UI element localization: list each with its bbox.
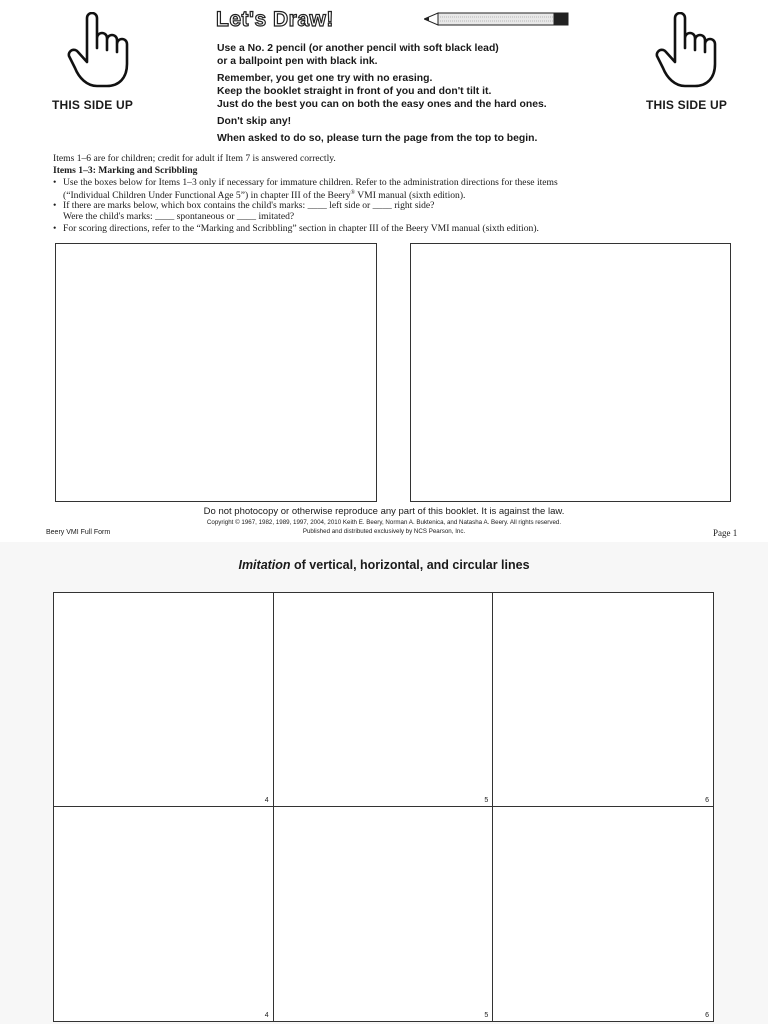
instruction-line: Remember, you get one try with no erasing. — [217, 73, 433, 84]
copyright-notice: Copyright © 1967, 1982, 1989, 1997, 2004, 2010 Keith E. Beery, Norman A. Buktenica, and Natasha A. Beery. All rights reserved. — [206, 519, 562, 526]
item-number: 4 — [264, 1012, 269, 1019]
section-heading — [0, 558, 768, 572]
heading-rest: of vertical, horizontal, and circular lines — [290, 558, 530, 572]
item-number: 6 — [705, 1012, 709, 1019]
pointing-hand-icon — [655, 12, 727, 94]
bullet-marks-type: Were the child's marks: ____ spontaneous or ____ imitated? — [63, 211, 295, 222]
pointing-hand-icon — [67, 12, 139, 94]
drawing-box-left[interactable] — [55, 243, 377, 502]
this-side-up-label-right: THIS SIDE UP — [646, 98, 728, 112]
instruction-line: Use a No. 2 pencil (or another pencil with soft black lead) — [217, 43, 499, 54]
imitation-drawing-grid — [53, 592, 714, 1022]
item-number: 5 — [484, 1012, 489, 1019]
pencil-icon — [424, 11, 570, 27]
instruction-line: Keep the booklet straight in front of you and don't tilt it. — [217, 86, 492, 97]
drawing-cell[interactable] — [274, 593, 494, 807]
items-note: Items 1–6 are for children; credit for adult if Item 7 is answered correctly. — [53, 153, 336, 164]
drawing-cell[interactable] — [54, 807, 274, 1021]
bullet-scoring-directions: • For scoring directions, refer to the “Marking and Scribbling” section in chapter III of the Beery VMI manual (sixth edition). — [53, 223, 539, 234]
heading-italic: Imitation — [238, 558, 291, 572]
bullet-boxes-usage: • Use the boxes below for Items 1–3 only if necessary for immature children. Refer to the administration directions for these items — [53, 177, 558, 188]
page-number: Page 1 — [713, 528, 738, 538]
drawing-cell[interactable] — [493, 593, 713, 807]
drawing-cell[interactable] — [54, 593, 274, 807]
no-photocopy-notice: Do not photocopy or otherwise reproduce any part of this booklet. It is against the law. — [203, 506, 565, 517]
form-name: Beery VMI Full Form — [46, 529, 111, 536]
bullet-boxes-usage-cont: (“Individual Children Under Functional Age 5”) in chapter III of the Beery® VMI manual (sixth edition). — [63, 190, 466, 202]
instruction-line: Just do the best you can on both the easy ones and the hard ones. — [217, 99, 547, 110]
drawing-cell[interactable] — [274, 807, 494, 1021]
instruction-line: When asked to do so, please turn the page from the top to begin. — [217, 133, 538, 144]
instruction-line: Don't skip any! — [217, 116, 292, 127]
page-title: Let's Draw! — [216, 8, 334, 31]
bullet-which-box: • If there are marks below, which box contains the child's marks: ____ left side or ____ right side? — [53, 200, 435, 211]
item-number: 5 — [484, 797, 489, 804]
item-number: 4 — [264, 797, 269, 804]
booklet-page-2 — [0, 542, 768, 1024]
drawing-box-right[interactable] — [410, 243, 731, 502]
instruction-line: or a ballpoint pen with black ink. — [217, 56, 378, 67]
drawing-cell[interactable] — [493, 807, 713, 1021]
publisher-notice: Published and distributed exclusively by NCS Pearson, Inc. — [302, 528, 466, 535]
item-number: 6 — [705, 797, 709, 804]
this-side-up-label-left: THIS SIDE UP — [52, 98, 134, 112]
items-heading: Items 1–3: Marking and Scribbling — [53, 165, 198, 176]
